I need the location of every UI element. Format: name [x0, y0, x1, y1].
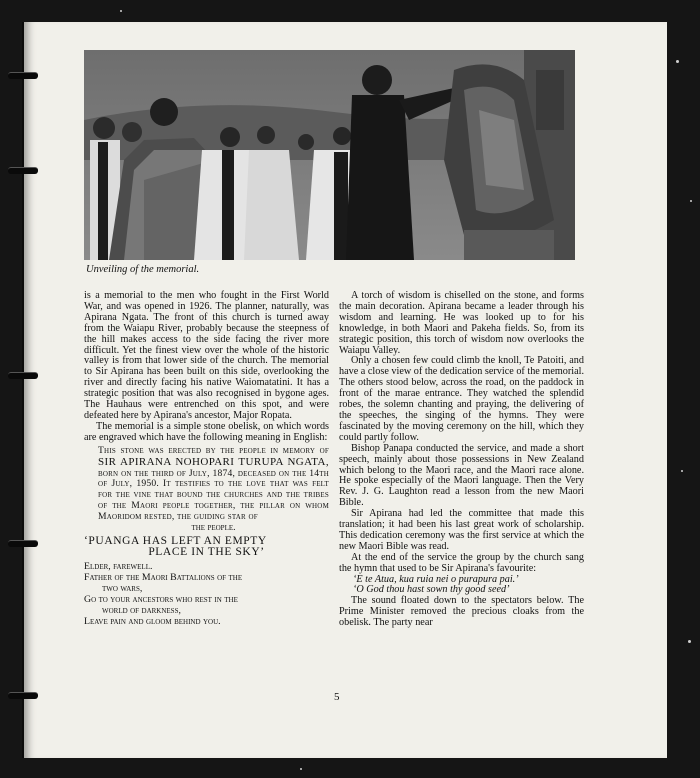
- verse-line: Go to your ancestors who rest in the: [84, 593, 238, 605]
- verse-line: Leave pain and gloom behind you.: [84, 615, 221, 627]
- lament-verse: [84, 561, 329, 627]
- verse-line: Father of the Maori Battalions of the: [84, 571, 243, 583]
- inscription-text: the people.: [191, 522, 236, 534]
- hymn-line: ‘E te Atua, kua ruia nei o purapura pai.’: [353, 573, 519, 585]
- text-column-right: [339, 291, 584, 629]
- paragraph: The memorial is a simple stone obelisk, on which words are engraved which have the following meaning in English:: [84, 420, 329, 443]
- verse-line: Elder, farewell.: [84, 560, 153, 572]
- inscription-text: born on the third of July, 1874, deceased on the 14th of July, 1950. It testifies to the love that was felt for the vine that bound the churches and the tribes of the Maori people together, the pillar on whom Maoridom rested, the guiding star of: [98, 467, 329, 523]
- inscription-text: This stone was erected by the people in memory of: [98, 444, 329, 456]
- verse-line: world of darkness,: [102, 604, 181, 616]
- paragraph: Bishop Panapa conducted the service, and made a short speech, mainly about those possessions in New Zealand which belong to the Maori race, and the Maori race alone. He spoke especially of the Maori language. Then the Very Rev. J. G. Laughton read a lesson from the new Maori Bible.: [339, 442, 584, 509]
- spiral-binding: [0, 0, 40, 778]
- photo-illustration: [84, 50, 575, 260]
- heading-line: PLACE IN THE SKY’: [148, 546, 265, 559]
- binding-ring: [8, 167, 38, 174]
- dust-speck: [690, 200, 692, 202]
- binding-ring: [8, 692, 38, 699]
- binding-ring: [8, 372, 38, 379]
- hymn-line: ‘O God thou hast sown thy good seed’: [353, 584, 510, 596]
- inscription-name: SIR APIRANA NOHOPARI TURUPA NGATA,: [98, 455, 329, 468]
- inscription-block: [84, 446, 329, 534]
- binding-ring: [8, 72, 38, 79]
- memorial-photo: [84, 50, 575, 260]
- inscription-heading: [84, 536, 329, 559]
- text-column-left: [84, 291, 329, 628]
- dust-speck: [681, 470, 683, 472]
- dust-speck: [300, 768, 302, 770]
- paragraph: is a memorial to the men who fought in the First World War, and was opened in 1926. The planner, naturally, was Apirana Ngata. The front of this church is turned away from the Waiapu River, probably because the steepness of the hill makes access to the side facing the river more difficult. Yet the finest view over the whole of the historic valley is from that lower side of the church. The memorial to Sir Apirana has been built on this side, overlooking the river and directly facing his native Waiomatatini. It has a strategic position that was also recognised in bygone ages. The Hauhaus were entrenched on this spot, and were defeated here by Apirana's ancestor, Major Ropata.: [84, 290, 329, 421]
- dust-speck: [688, 640, 691, 643]
- photo-caption: Unveiling of the memorial.: [86, 264, 200, 275]
- dust-speck: [676, 60, 679, 63]
- paragraph: Sir Apirana had led the committee that made this translation; it had been his last great work of scholarship. This dedication ceremony was the first service at which the new Maori Bible was read.: [339, 508, 584, 552]
- paragraph: Only a chosen few could climb the knoll, Te Patoiti, and have a close view of the dedication service of the memorial. The others stood below, across the road, on the paddock in front of the marae entrance. They watched the splendid robes, the solemn chanting and praying, the delivering of the speeches, the singing of the hymns. They were fascinated by the moving ceremony on the hill, which they could partly follow.: [339, 355, 584, 443]
- paragraph: At the end of the service the group by the church sang the hymn that used to be Sir Apirana's favourite:: [339, 551, 584, 574]
- paragraph: The sound floated down to the spectators below. The Prime Minister removed the precious cloaks from the obelisk. The party near: [339, 595, 584, 629]
- paragraph: A torch of wisdom is chiselled on the stone, and forms the main decoration. Apirana became a leader through his wisdom and learning. He was looked up to for his knowledge, in both Maori and Pakeha fields. So, from its strategic position, this torch of wisdom now overlooks the Waiapu Valley.: [339, 290, 584, 356]
- heading-line: ‘PUANGA HAS LEFT AN EMPTY: [84, 534, 267, 547]
- dust-speck: [120, 10, 122, 12]
- verse-line: two wars,: [102, 582, 143, 594]
- binding-ring: [8, 540, 38, 547]
- page-number: 5: [334, 691, 340, 703]
